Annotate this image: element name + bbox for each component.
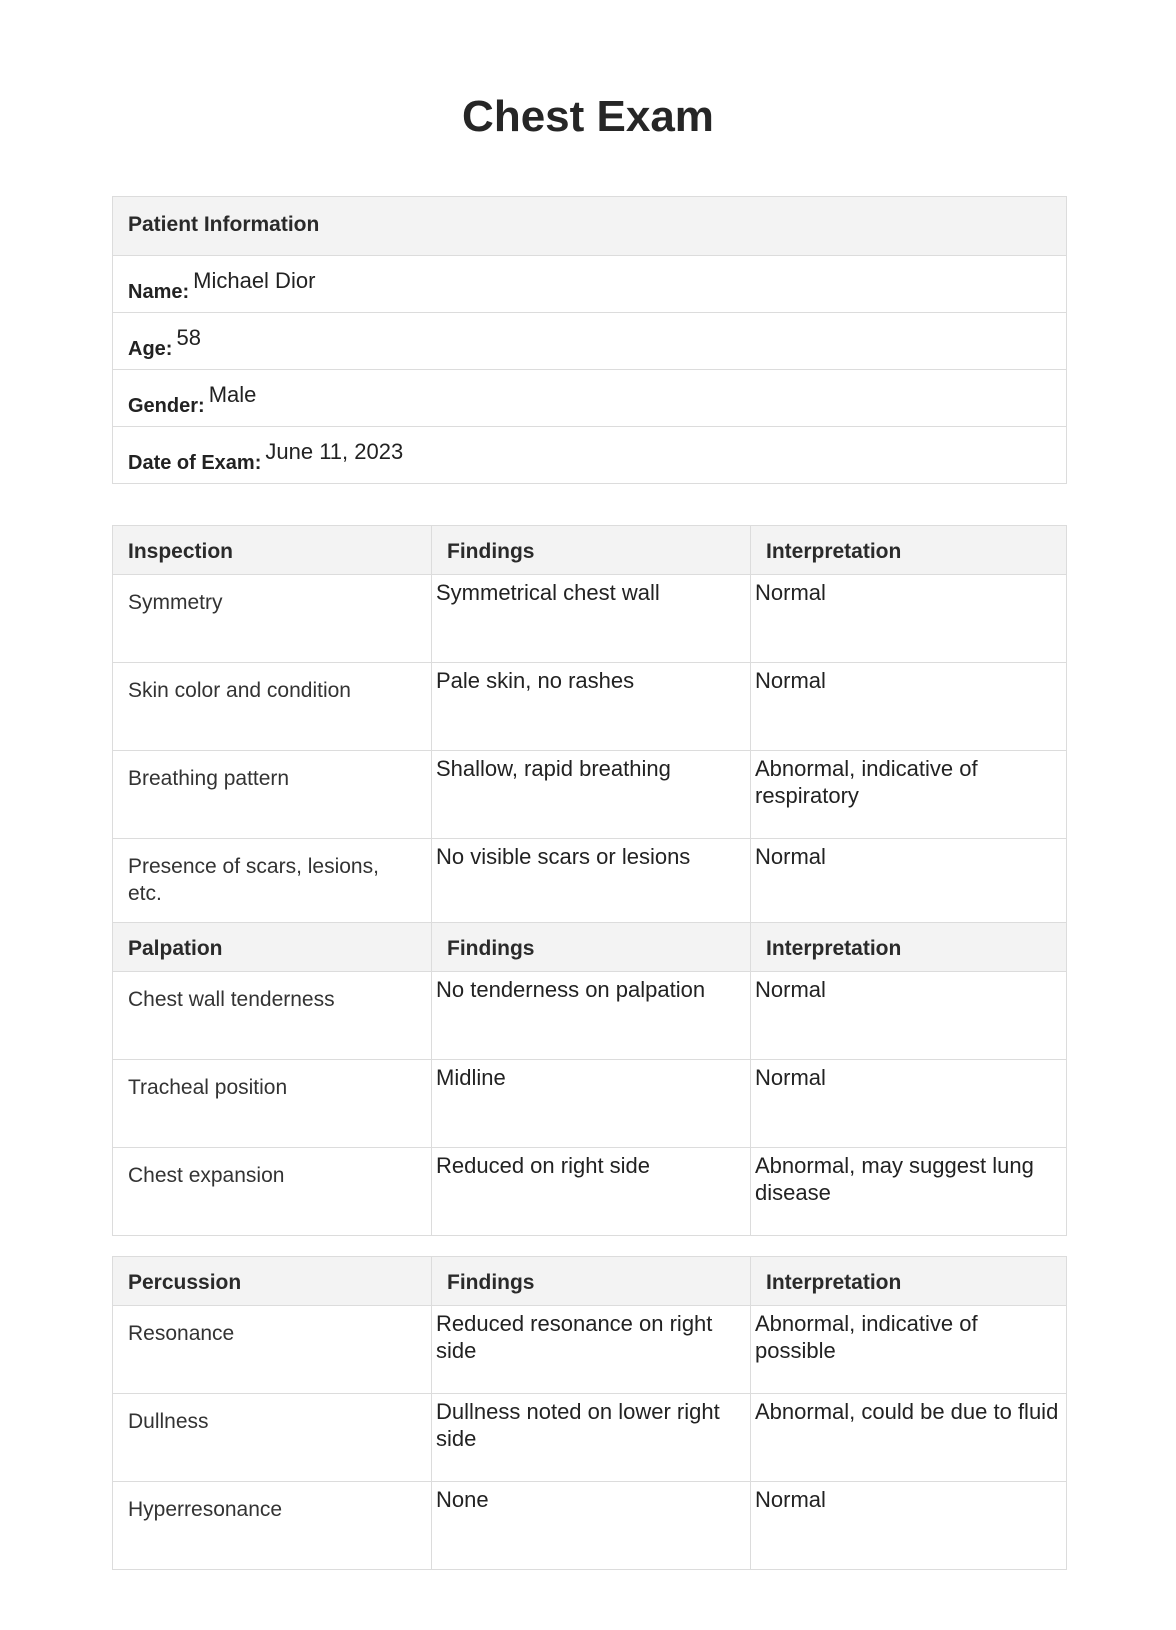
table-row <box>113 751 1067 839</box>
findings-header: Findings <box>432 1257 751 1306</box>
gender-value: Male <box>208 382 257 407</box>
item-cell: Chest expansion <box>113 1148 432 1236</box>
patient-information-header: Patient Information <box>113 197 1067 256</box>
age-row <box>113 313 1067 370</box>
interpretation-cell: Abnormal, indicative of respiratory <box>751 751 1067 839</box>
table-row <box>113 972 1067 1060</box>
findings-cell: No tenderness on palpation <box>432 972 751 1060</box>
item-cell: Skin color and condition <box>113 663 432 751</box>
findings-cell: None <box>432 1482 751 1570</box>
name-label: Name: <box>128 281 190 303</box>
findings-cell: No visible scars or lesions <box>432 839 751 927</box>
interpretation-header: Interpretation <box>751 526 1067 575</box>
table-row <box>113 1482 1067 1570</box>
patient-information-table <box>112 196 1067 484</box>
findings-cell: Shallow, rapid breathing <box>432 751 751 839</box>
gender-label: Gender: <box>128 395 205 417</box>
findings-cell: Pale skin, no rashes <box>432 663 751 751</box>
interpretation-cell: Abnormal, could be due to fluid <box>751 1394 1067 1482</box>
findings-header: Findings <box>432 526 751 575</box>
table-row <box>113 839 1067 927</box>
interpretation-cell: Normal <box>751 663 1067 751</box>
date-label: Date of Exam: <box>128 452 262 474</box>
percussion-table <box>112 1256 1067 1570</box>
gender-row <box>113 370 1067 427</box>
item-cell: Tracheal position <box>113 1060 432 1148</box>
item-cell: Resonance <box>113 1306 432 1394</box>
interpretation-header: Interpretation <box>751 1257 1067 1306</box>
findings-cell: Symmetrical chest wall <box>432 575 751 663</box>
age-value: 58 <box>176 325 201 350</box>
findings-cell: Dullness noted on lower right side <box>432 1394 751 1482</box>
table-row <box>113 1060 1067 1148</box>
palpation-header: Palpation <box>113 923 432 972</box>
table-row <box>113 575 1067 663</box>
interpretation-cell: Abnormal, may suggest lung disease <box>751 1148 1067 1236</box>
name-value: Michael Dior <box>193 268 316 293</box>
page-title: Chest Exam <box>462 92 714 141</box>
item-cell: Presence of scars, lesions, etc. <box>113 839 432 927</box>
inspection-header: Inspection <box>113 526 432 575</box>
palpation-table <box>112 922 1067 1236</box>
inspection-table <box>112 525 1067 927</box>
findings-cell: Reduced resonance on right side <box>432 1306 751 1394</box>
table-row <box>113 1148 1067 1236</box>
date-value: June 11, 2023 <box>265 439 404 464</box>
item-cell: Chest wall tenderness <box>113 972 432 1060</box>
interpretation-cell: Normal <box>751 1060 1067 1148</box>
item-cell: Symmetry <box>113 575 432 663</box>
findings-cell: Midline <box>432 1060 751 1148</box>
interpretation-header: Interpretation <box>751 923 1067 972</box>
findings-cell: Reduced on right side <box>432 1148 751 1236</box>
findings-header: Findings <box>432 923 751 972</box>
item-cell: Hyperresonance <box>113 1482 432 1570</box>
item-cell: Breathing pattern <box>113 751 432 839</box>
item-cell: Dullness <box>113 1394 432 1482</box>
table-row <box>113 663 1067 751</box>
interpretation-cell: Normal <box>751 1482 1067 1570</box>
interpretation-cell: Abnormal, indicative of possible <box>751 1306 1067 1394</box>
interpretation-cell: Normal <box>751 972 1067 1060</box>
interpretation-cell: Normal <box>751 839 1067 927</box>
name-row <box>113 256 1067 313</box>
date-row <box>113 427 1067 484</box>
percussion-header: Percussion <box>113 1257 432 1306</box>
table-row <box>113 1306 1067 1394</box>
table-row <box>113 1394 1067 1482</box>
age-label: Age: <box>128 338 173 360</box>
interpretation-cell: Normal <box>751 575 1067 663</box>
